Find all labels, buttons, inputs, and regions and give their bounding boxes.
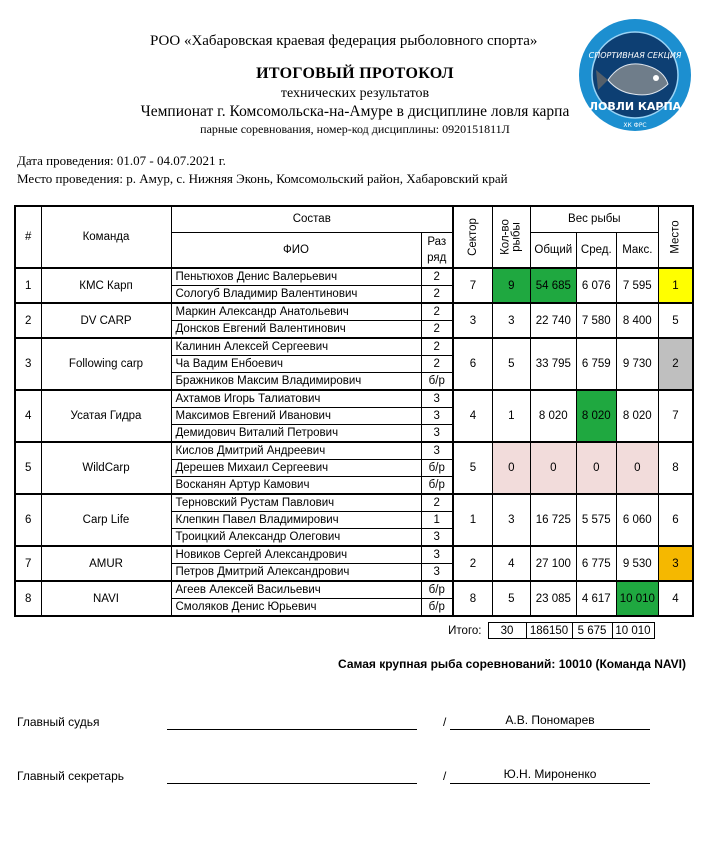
team-number: 7 xyxy=(15,546,41,581)
member-rank: 2 xyxy=(421,286,453,304)
team-number: 5 xyxy=(15,442,41,494)
team-total-weight: 8 020 xyxy=(530,390,576,442)
team-place: 5 xyxy=(658,303,693,338)
team-sector: 8 xyxy=(453,581,492,616)
results-table xyxy=(14,205,694,617)
judge-name-line xyxy=(450,729,650,730)
team-max-weight: 9 530 xyxy=(616,546,658,581)
logo-text-bottom: ХК ФРС xyxy=(623,122,647,129)
header-avg: Сред. xyxy=(576,232,616,268)
team-total-weight: 22 740 xyxy=(530,303,576,338)
member-name: Восканян Артур Камович xyxy=(171,477,421,495)
header-rank: Раз ряд xyxy=(421,232,453,268)
team-fish-count: 3 xyxy=(492,303,530,338)
team-max-weight: 8 400 xyxy=(616,303,658,338)
member-rank: 2 xyxy=(421,494,453,512)
team-avg-weight: 7 580 xyxy=(576,303,616,338)
team-fish-count: 5 xyxy=(492,581,530,616)
team-sector: 4 xyxy=(453,390,492,442)
biggest-fish-note: Самая крупная рыба соревнований: 10010 (Команда NAVI) xyxy=(338,657,686,671)
member-rank: б/р xyxy=(421,373,453,391)
team-fish-count: 5 xyxy=(492,338,530,390)
header-place: Место xyxy=(658,206,693,268)
member-rank: 2 xyxy=(421,356,453,373)
team-max-weight: 8 020 xyxy=(616,390,658,442)
team-number: 6 xyxy=(15,494,41,546)
totals-label: Итого: xyxy=(448,624,482,637)
team-name: Carp Life xyxy=(41,494,171,546)
team-fish-count: 0 xyxy=(492,442,530,494)
header-num: # xyxy=(15,206,41,268)
totals-weight: 186150 xyxy=(526,623,572,639)
header-fio: ФИО xyxy=(171,232,421,268)
member-rank: 3 xyxy=(421,564,453,582)
member-rank: б/р xyxy=(421,599,453,617)
team-max-weight: 6 060 xyxy=(616,494,658,546)
team-number: 2 xyxy=(15,303,41,338)
organization-name: РОО «Хабаровская краевая федерация рыболовного спорта» xyxy=(150,33,538,49)
table-row xyxy=(15,546,693,564)
team-fish-count: 9 xyxy=(492,268,530,303)
member-rank: 3 xyxy=(421,529,453,547)
member-name: Бражников Максим Владимирович xyxy=(171,373,421,391)
team-sector: 2 xyxy=(453,546,492,581)
member-rank: 2 xyxy=(421,338,453,356)
member-rank: 2 xyxy=(421,303,453,321)
header-total: Общий xyxy=(530,232,576,268)
judge-slash: / xyxy=(443,715,447,729)
secretary-label: Главный секретарь xyxy=(17,769,124,783)
team-place: 4 xyxy=(658,581,693,616)
team-avg-weight: 8 020 xyxy=(576,390,616,442)
team-number: 3 xyxy=(15,338,41,390)
team-name: WildCarp xyxy=(41,442,171,494)
secretary-slash: / xyxy=(443,769,447,783)
member-name: Петров Дмитрий Александрович xyxy=(171,564,421,582)
team-name: DV CARP xyxy=(41,303,171,338)
judge-name: А.В. Пономарев xyxy=(505,713,595,727)
team-place: 6 xyxy=(658,494,693,546)
table-row xyxy=(15,442,693,460)
team-name: КМС Карп xyxy=(41,268,171,303)
totals-count: 30 xyxy=(488,623,526,639)
discipline-code: парные соревнования, номер-код дисциплины: 0920151811Л xyxy=(200,122,510,136)
member-rank: 3 xyxy=(421,390,453,408)
member-name: Терновский Рустам Павлович xyxy=(171,494,421,512)
member-rank: 3 xyxy=(421,425,453,443)
team-avg-weight: 6 076 xyxy=(576,268,616,303)
table-row xyxy=(15,581,693,599)
team-avg-weight: 4 617 xyxy=(576,581,616,616)
secretary-name-line xyxy=(450,783,650,784)
team-sector: 3 xyxy=(453,303,492,338)
judge-label: Главный судья xyxy=(17,715,100,729)
member-name: Клепкин Павел Владимирович xyxy=(171,512,421,529)
member-name: Ча Вадим Енбоевич xyxy=(171,356,421,373)
team-avg-weight: 6 775 xyxy=(576,546,616,581)
member-rank: 3 xyxy=(421,408,453,425)
member-name: Ахтамов Игорь Талиатович xyxy=(171,390,421,408)
member-name: Троицкий Александр Олегович xyxy=(171,529,421,547)
member-rank: 3 xyxy=(421,442,453,460)
team-avg-weight: 6 759 xyxy=(576,338,616,390)
team-sector: 7 xyxy=(453,268,492,303)
member-name: Донсков Евгений Валентинович xyxy=(171,321,421,339)
team-place: 3 xyxy=(658,546,693,581)
member-name: Смоляков Денис Юрьевич xyxy=(171,599,421,617)
carp-section-logo xyxy=(578,18,692,132)
member-rank: 2 xyxy=(421,321,453,339)
protocol-title: ИТОГОВЫЙ ПРОТОКОЛ xyxy=(256,65,454,82)
header-sector: Сектор xyxy=(453,206,492,268)
team-sector: 5 xyxy=(453,442,492,494)
team-total-weight: 16 725 xyxy=(530,494,576,546)
totals-avg: 5 675 xyxy=(572,623,612,639)
event-date: Дата проведения: 01.07 - 04.07.2021 г. xyxy=(17,153,226,168)
member-rank: 3 xyxy=(421,546,453,564)
member-name: Демидович Виталий Петрович xyxy=(171,425,421,443)
header-team: Команда xyxy=(41,206,171,268)
secretary-name: Ю.Н. Мироненко xyxy=(503,767,597,781)
team-sector: 1 xyxy=(453,494,492,546)
team-total-weight: 33 795 xyxy=(530,338,576,390)
member-name: Новиков Сергей Александрович xyxy=(171,546,421,564)
judge-signature-line xyxy=(167,729,417,730)
team-place: 2 xyxy=(658,338,693,390)
member-name: Сологуб Владимир Валентинович xyxy=(171,286,421,304)
team-sector: 6 xyxy=(453,338,492,390)
totals-row xyxy=(438,622,655,639)
team-name: NAVI xyxy=(41,581,171,616)
table-row xyxy=(15,303,693,321)
member-name: Маркин Александр Анатольевич xyxy=(171,303,421,321)
secretary-signature-line xyxy=(167,783,417,784)
team-total-weight: 0 xyxy=(530,442,576,494)
team-fish-count: 4 xyxy=(492,546,530,581)
member-name: Калинин Алексей Сергеевич xyxy=(171,338,421,356)
protocol-subtitle-1: технических результатов xyxy=(280,86,430,101)
team-max-weight: 10 010 xyxy=(616,581,658,616)
championship-title: Чемпионат г. Комсомольска-на-Амуре в дисциплине ловля карпа xyxy=(140,103,570,120)
member-name: Агеев Алексей Васильевич xyxy=(171,581,421,599)
team-fish-count: 3 xyxy=(492,494,530,546)
team-place: 1 xyxy=(658,268,693,303)
member-rank: 2 xyxy=(421,268,453,286)
table-row xyxy=(15,268,693,286)
team-max-weight: 0 xyxy=(616,442,658,494)
team-name: Following carp xyxy=(41,338,171,390)
table-row xyxy=(15,390,693,408)
team-fish-count: 1 xyxy=(492,390,530,442)
team-name: AMUR xyxy=(41,546,171,581)
header-weight: Вес рыбы xyxy=(530,206,658,232)
team-number: 1 xyxy=(15,268,41,303)
member-name: Максимов Евгений Иванович xyxy=(171,408,421,425)
team-place: 8 xyxy=(658,442,693,494)
member-rank: б/р xyxy=(421,581,453,599)
header-composition: Состав xyxy=(171,206,453,232)
member-rank: 1 xyxy=(421,512,453,529)
member-name: Кислов Дмитрий Андреевич xyxy=(171,442,421,460)
team-total-weight: 23 085 xyxy=(530,581,576,616)
team-total-weight: 27 100 xyxy=(530,546,576,581)
logo-text-main: ЛОВЛИ КАРПА xyxy=(588,100,682,113)
team-avg-weight: 5 575 xyxy=(576,494,616,546)
team-name: Усатая Гидра xyxy=(41,390,171,442)
team-avg-weight: 0 xyxy=(576,442,616,494)
team-number: 4 xyxy=(15,390,41,442)
member-name: Дерешев Михаил Сергеевич xyxy=(171,460,421,477)
header-count: Кол-во рыбы xyxy=(492,206,530,268)
table-row xyxy=(15,494,693,512)
team-number: 8 xyxy=(15,581,41,616)
team-max-weight: 7 595 xyxy=(616,268,658,303)
member-rank: б/р xyxy=(421,477,453,495)
logo-text-top: СПОРТИВНАЯ СЕКЦИЯ xyxy=(588,51,682,60)
member-rank: б/р xyxy=(421,460,453,477)
team-place: 7 xyxy=(658,390,693,442)
header-max: Макс. xyxy=(616,232,658,268)
team-total-weight: 54 685 xyxy=(530,268,576,303)
member-name: Пеньтюхов Денис Валерьевич xyxy=(171,268,421,286)
totals-max: 10 010 xyxy=(612,623,654,639)
table-row xyxy=(15,338,693,356)
event-place: Место проведения: р. Амур, с. Нижняя Эконь, Комсомольский район, Хабаровский край xyxy=(17,171,508,186)
team-max-weight: 9 730 xyxy=(616,338,658,390)
